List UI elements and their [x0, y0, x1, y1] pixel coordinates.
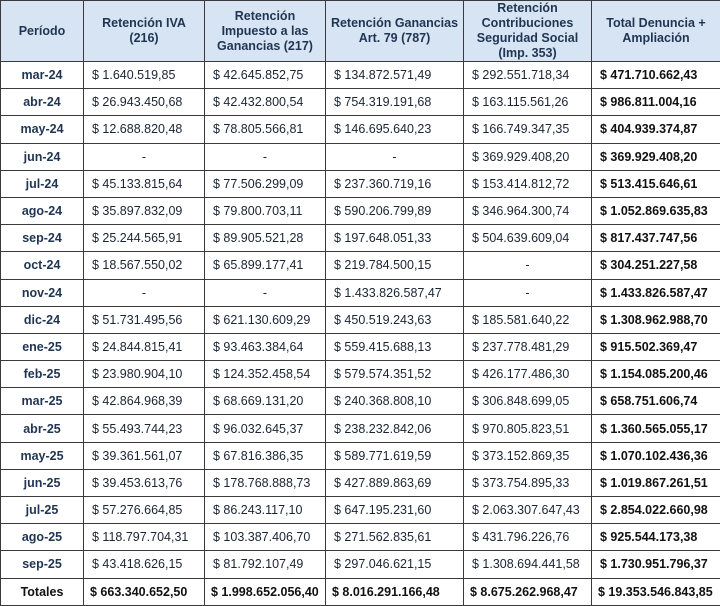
cell-retencion-ganancias-217: $ 65.899.177,41: [205, 252, 326, 279]
cell-retencion-ganancias-217: $ 42.645.852,75: [205, 62, 326, 89]
cell-total: $ 369.929.408,20: [592, 143, 720, 170]
cell-total: $ 986.811.004,16: [592, 89, 720, 116]
cell-total: $ 1.433.826.587,47: [592, 279, 720, 306]
cell-period: may-25: [1, 442, 84, 469]
table-body: [1, 62, 720, 579]
cell-retencion-iva: $ 45.133.815,64: [84, 170, 205, 197]
header-row: [1, 1, 720, 62]
cell-retencion-ganancias-787: $ 238.232.842,06: [326, 415, 464, 442]
header-retencion-iva: Retención IVA (216): [84, 1, 205, 62]
table-row: [1, 279, 720, 306]
table-row: [1, 497, 720, 524]
cell-retencion-ganancias-787: $ 427.889.863,69: [326, 469, 464, 496]
cell-retencion-ganancias-217: $ 96.032.645,37: [205, 415, 326, 442]
cell-retencion-ganancias-787: $ 579.574.351,52: [326, 361, 464, 388]
cell-period: jun-25: [1, 469, 84, 496]
cell-retencion-ganancias-217: $ 93.463.384,64: [205, 333, 326, 360]
cell-retencion-iva: $ 25.244.565,91: [84, 225, 205, 252]
cell-period: abr-24: [1, 89, 84, 116]
header-periodo: Período: [1, 1, 84, 62]
cell-period: jul-24: [1, 170, 84, 197]
table-row: [1, 415, 720, 442]
cell-retencion-ganancias-217: $ 124.352.458,54: [205, 361, 326, 388]
cell-retencion-iva: $ 42.864.968,39: [84, 388, 205, 415]
cell-contribuciones-seguridad-social: $ 292.551.718,34: [464, 62, 592, 89]
cell-total: $ 915.502.369,47: [592, 333, 720, 360]
cell-contribuciones-seguridad-social: $ 970.805.823,51: [464, 415, 592, 442]
table-row: [1, 89, 720, 116]
total-retencion-ganancias-787: $ 8.016.291.166,48: [326, 578, 464, 605]
cell-period: mar-25: [1, 388, 84, 415]
cell-contribuciones-seguridad-social: $ 1.308.694.441,58: [464, 551, 592, 578]
cell-total: $ 1.154.085.200,46: [592, 361, 720, 388]
cell-period: sep-24: [1, 225, 84, 252]
cell-retencion-ganancias-787: $ 754.319.191,68: [326, 89, 464, 116]
cell-retencion-iva: $ 24.844.815,41: [84, 333, 205, 360]
cell-retencion-ganancias-787: $ 271.562.835,61: [326, 524, 464, 551]
cell-contribuciones-seguridad-social: $ 346.964.300,74: [464, 197, 592, 224]
cell-period: abr-25: [1, 415, 84, 442]
cell-retencion-ganancias-217: $ 68.669.131,20: [205, 388, 326, 415]
header-total: Total Denuncia + Ampliación: [592, 1, 720, 62]
table-row: [1, 361, 720, 388]
totals-row: [1, 578, 720, 605]
cell-contribuciones-seguridad-social: $ 504.639.609,04: [464, 225, 592, 252]
total-retencion-iva: $ 663.340.652,50: [84, 578, 205, 605]
header-contribuciones-seguridad-social: Retención Contribuciones Seguridad Social (Imp. 353): [464, 1, 592, 62]
totals-label: Totales: [1, 578, 84, 605]
cell-retencion-iva: -: [84, 143, 205, 170]
table-header: [1, 1, 720, 62]
cell-contribuciones-seguridad-social: $ 153.414.812,72: [464, 170, 592, 197]
cell-contribuciones-seguridad-social: $ 237.778.481,29: [464, 333, 592, 360]
cell-total: $ 1.052.869.635,83: [592, 197, 720, 224]
cell-period: sep-25: [1, 551, 84, 578]
cell-retencion-ganancias-217: $ 67.816.386,35: [205, 442, 326, 469]
cell-total: $ 1.019.867.261,51: [592, 469, 720, 496]
cell-contribuciones-seguridad-social: -: [464, 252, 592, 279]
cell-total: $ 658.751.606,74: [592, 388, 720, 415]
cell-retencion-ganancias-217: -: [205, 279, 326, 306]
cell-retencion-iva: $ 55.493.744,23: [84, 415, 205, 442]
cell-total: $ 471.710.662,43: [592, 62, 720, 89]
cell-retencion-iva: $ 35.897.832,09: [84, 197, 205, 224]
cell-total: $ 404.939.374,87: [592, 116, 720, 143]
table-row: [1, 524, 720, 551]
cell-total: $ 513.415.646,61: [592, 170, 720, 197]
cell-contribuciones-seguridad-social: $ 306.848.699,05: [464, 388, 592, 415]
cell-retencion-iva: $ 39.453.613,76: [84, 469, 205, 496]
cell-retencion-ganancias-217: $ 42.432.800,54: [205, 89, 326, 116]
cell-period: feb-25: [1, 361, 84, 388]
cell-period: jun-24: [1, 143, 84, 170]
cell-total: $ 925.544.173,38: [592, 524, 720, 551]
cell-contribuciones-seguridad-social: $ 2.063.307.647,43: [464, 497, 592, 524]
cell-contribuciones-seguridad-social: $ 373.152.869,35: [464, 442, 592, 469]
cell-period: nov-24: [1, 279, 84, 306]
cell-retencion-ganancias-787: $ 590.206.799,89: [326, 197, 464, 224]
cell-retencion-ganancias-787: $ 297.046.621,15: [326, 551, 464, 578]
cell-retencion-ganancias-787: $ 559.415.688,13: [326, 333, 464, 360]
cell-retencion-ganancias-787: $ 1.433.826.587,47: [326, 279, 464, 306]
cell-retencion-iva: $ 51.731.495,56: [84, 306, 205, 333]
cell-retencion-ganancias-217: $ 77.506.299,09: [205, 170, 326, 197]
cell-retencion-ganancias-217: $ 89.905.521,28: [205, 225, 326, 252]
table-row: [1, 197, 720, 224]
cell-total: $ 1.360.565.055,17: [592, 415, 720, 442]
header-retencion-ganancias-787: Retención Ganancias Art. 79 (787): [326, 1, 464, 62]
cell-retencion-iva: -: [84, 279, 205, 306]
cell-retencion-iva: $ 18.567.550,02: [84, 252, 205, 279]
cell-contribuciones-seguridad-social: $ 163.115.561,26: [464, 89, 592, 116]
cell-retencion-ganancias-787: $ 240.368.808,10: [326, 388, 464, 415]
cell-retencion-ganancias-217: -: [205, 143, 326, 170]
cell-total: $ 1.730.951.796,37: [592, 551, 720, 578]
cell-retencion-iva: $ 43.418.626,15: [84, 551, 205, 578]
cell-period: ago-25: [1, 524, 84, 551]
cell-retencion-ganancias-217: $ 103.387.406,70: [205, 524, 326, 551]
cell-contribuciones-seguridad-social: $ 431.796.226,76: [464, 524, 592, 551]
cell-retencion-ganancias-787: $ 219.784.500,15: [326, 252, 464, 279]
table-footer: [1, 578, 720, 605]
table-row: [1, 551, 720, 578]
cell-contribuciones-seguridad-social: $ 426.177.486,30: [464, 361, 592, 388]
total-general: $ 19.353.546.843,85: [592, 578, 720, 605]
header-retencion-ganancias-217: Retención Impuesto a las Ganancias (217): [205, 1, 326, 62]
cell-retencion-iva: $ 12.688.820,48: [84, 116, 205, 143]
cell-total: $ 304.251.227,58: [592, 252, 720, 279]
table-row: [1, 62, 720, 89]
table-row: [1, 170, 720, 197]
cell-contribuciones-seguridad-social: $ 166.749.347,35: [464, 116, 592, 143]
cell-period: mar-24: [1, 62, 84, 89]
cell-retencion-iva: $ 1.640.519,85: [84, 62, 205, 89]
table-row: [1, 225, 720, 252]
cell-retencion-ganancias-787: $ 197.648.051,33: [326, 225, 464, 252]
cell-retencion-ganancias-787: $ 450.519.243,63: [326, 306, 464, 333]
cell-retencion-ganancias-787: -: [326, 143, 464, 170]
cell-retencion-ganancias-217: $ 81.792.107,49: [205, 551, 326, 578]
cell-contribuciones-seguridad-social: $ 373.754.895,33: [464, 469, 592, 496]
cell-retencion-ganancias-217: $ 86.243.117,10: [205, 497, 326, 524]
cell-retencion-ganancias-787: $ 146.695.640,23: [326, 116, 464, 143]
cell-retencion-ganancias-787: $ 589.771.619,59: [326, 442, 464, 469]
cell-retencion-ganancias-217: $ 78.805.566,81: [205, 116, 326, 143]
cell-period: dic-24: [1, 306, 84, 333]
cell-period: jul-25: [1, 497, 84, 524]
cell-contribuciones-seguridad-social: $ 185.581.640,22: [464, 306, 592, 333]
cell-contribuciones-seguridad-social: -: [464, 279, 592, 306]
cell-retencion-iva: $ 26.943.450,68: [84, 89, 205, 116]
table-row: [1, 388, 720, 415]
cell-retencion-iva: $ 39.361.561,07: [84, 442, 205, 469]
cell-retencion-ganancias-217: $ 621.130.609,29: [205, 306, 326, 333]
cell-retencion-ganancias-787: $ 647.195.231,60: [326, 497, 464, 524]
cell-total: $ 817.437.747,56: [592, 225, 720, 252]
cell-total: $ 1.070.102.436,36: [592, 442, 720, 469]
cell-period: ago-24: [1, 197, 84, 224]
table-row: [1, 306, 720, 333]
cell-period: ene-25: [1, 333, 84, 360]
table-row: [1, 442, 720, 469]
table-row: [1, 116, 720, 143]
cell-retencion-ganancias-217: $ 79.800.703,11: [205, 197, 326, 224]
cell-retencion-ganancias-787: $ 134.872.571,49: [326, 62, 464, 89]
table-row: [1, 252, 720, 279]
cell-contribuciones-seguridad-social: $ 369.929.408,20: [464, 143, 592, 170]
cell-retencion-ganancias-217: $ 178.768.888,73: [205, 469, 326, 496]
total-retencion-ganancias-217: $ 1.998.652.056,40: [205, 578, 326, 605]
table-row: [1, 469, 720, 496]
table-row: [1, 143, 720, 170]
cell-retencion-ganancias-787: $ 237.360.719,16: [326, 170, 464, 197]
cell-retencion-iva: $ 57.276.664,85: [84, 497, 205, 524]
cell-period: may-24: [1, 116, 84, 143]
cell-total: $ 1.308.962.988,70: [592, 306, 720, 333]
cell-retencion-iva: $ 23.980.904,10: [84, 361, 205, 388]
table-row: [1, 333, 720, 360]
cell-period: oct-24: [1, 252, 84, 279]
cell-retencion-iva: $ 118.797.704,31: [84, 524, 205, 551]
total-contribuciones: $ 8.675.262.968,47: [464, 578, 592, 605]
cell-total: $ 2.854.022.660,98: [592, 497, 720, 524]
